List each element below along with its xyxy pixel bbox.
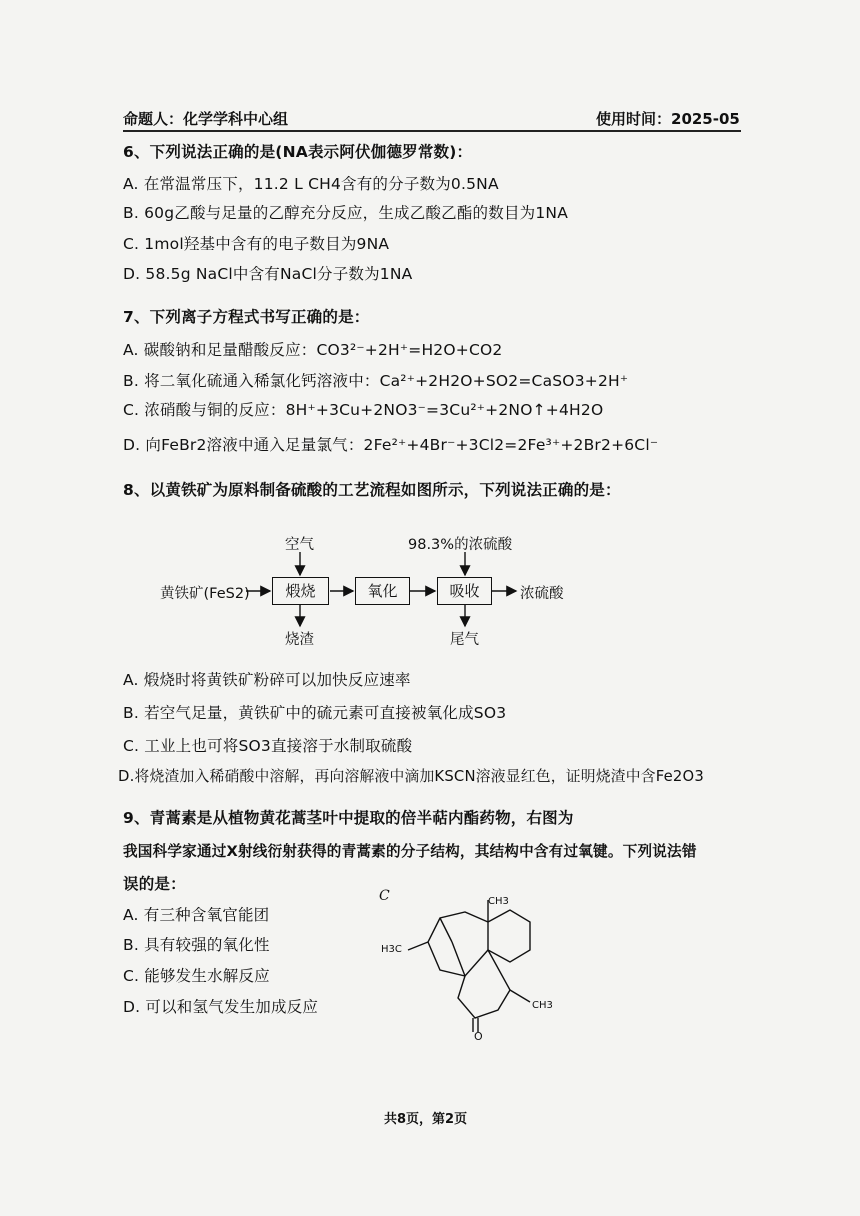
q6-option-b: B. 60g乙酸与足量的乙醇充分反应，生成乙酸乙酯的数目为1NA [123, 204, 569, 222]
q9-option-c: C. 能够发生水解反应 [123, 967, 270, 985]
header-date: 使用时间：2025-05 [596, 110, 740, 128]
q7-option-d: D. 向FeBr2溶液中通入足量氯气：2Fe²⁺+4Br⁻+3Cl2=2Fe³⁺+2Br2+6Cl⁻ [123, 436, 659, 454]
page-number: 共8页，第2页 [384, 1112, 468, 1127]
q8-option-d: D.将烧渣加入稀硝酸中溶解，再向溶解液中滴加KSCN溶液显红色，证明烧渣中含Fe2O3 [118, 768, 704, 785]
flow-acid-in-label: 98.3%的浓硫酸 [408, 537, 513, 553]
q6-option-d: D. 58.5g NaCl中含有NaCl分子数为1NA [123, 265, 413, 283]
flow-step-absorb: 吸收 [437, 577, 492, 605]
flow-input-label: 黄铁矿(FeS2) [160, 586, 250, 602]
flow-tailgas-label: 尾气 [450, 632, 479, 648]
q7-option-b: B. 将二氧化硫通入稀氯化钙溶液中：Ca²⁺+2H2O+SO2=CaSO3+2H⁺ [123, 372, 629, 390]
q6-stem: 6、下列说法正确的是(NA表示阿伏伽德罗常数)： [123, 143, 473, 161]
flow-air-label: 空气 [285, 537, 314, 553]
q7-option-a: A. 碳酸钠和足量醋酸反应：CO3²⁻+2H⁺=H2O+CO2 [123, 341, 503, 359]
flow-step-roast: 煅烧 [272, 577, 329, 605]
q6-option-c: C. 1mol羟基中含有的电子数目为9NA [123, 235, 390, 253]
methyl-left-label: H3C [381, 944, 402, 955]
header-author: 命题人：化学学科中心组 [123, 110, 289, 128]
methyl-top-label: CH3 [488, 896, 509, 907]
handwritten-mark: C [379, 888, 390, 904]
flow-output-label: 浓硫酸 [520, 586, 564, 602]
q9-option-a: A. 有三种含氧官能团 [123, 906, 270, 924]
q9-stem-line1: 9、青蒿素是从植物黄花蒿茎叶中提取的倍半萜内酯药物，右图为 [123, 809, 574, 827]
q9-stem-line3: 误的是： [123, 875, 186, 893]
q9-option-b: B. 具有较强的氧化性 [123, 936, 270, 954]
methyl-right-label: CH3 [532, 1000, 553, 1011]
q8-option-c: C. 工业上也可将SO3直接溶于水制取硫酸 [123, 737, 413, 755]
q6-option-a: A. 在常温常压下，11.2 L CH4含有的分子数为0.5NA [123, 175, 499, 193]
flow-residue-label: 烧渣 [285, 632, 314, 648]
q9-stem-line2: 我国科学家通过X射线衍射获得的青蒿素的分子结构，其结构中含有过氧键。下列说法错 [123, 843, 697, 860]
q8-option-a: A. 煅烧时将黄铁矿粉碎可以加快反应速率 [123, 671, 411, 689]
q8-option-b: B. 若空气足量，黄铁矿中的硫元素可直接被氧化成SO3 [123, 704, 507, 722]
q8-stem: 8、以黄铁矿为原料制备硫酸的工艺流程如图所示，下列说法正确的是： [123, 481, 621, 499]
q9-option-d: D. 可以和氢气发生加成反应 [123, 998, 319, 1016]
q7-stem: 7、下列离子方程式书写正确的是： [123, 308, 370, 326]
q7-option-c: C. 浓硝酸与铜的反应：8H⁺+3Cu+2NO3⁻=3Cu²⁺+2NO↑+4H2O [123, 401, 604, 419]
molecule-skeleton [370, 880, 570, 1050]
carbonyl-oxygen-label: O [474, 1030, 483, 1043]
flow-step-oxidize: 氧化 [355, 577, 410, 605]
